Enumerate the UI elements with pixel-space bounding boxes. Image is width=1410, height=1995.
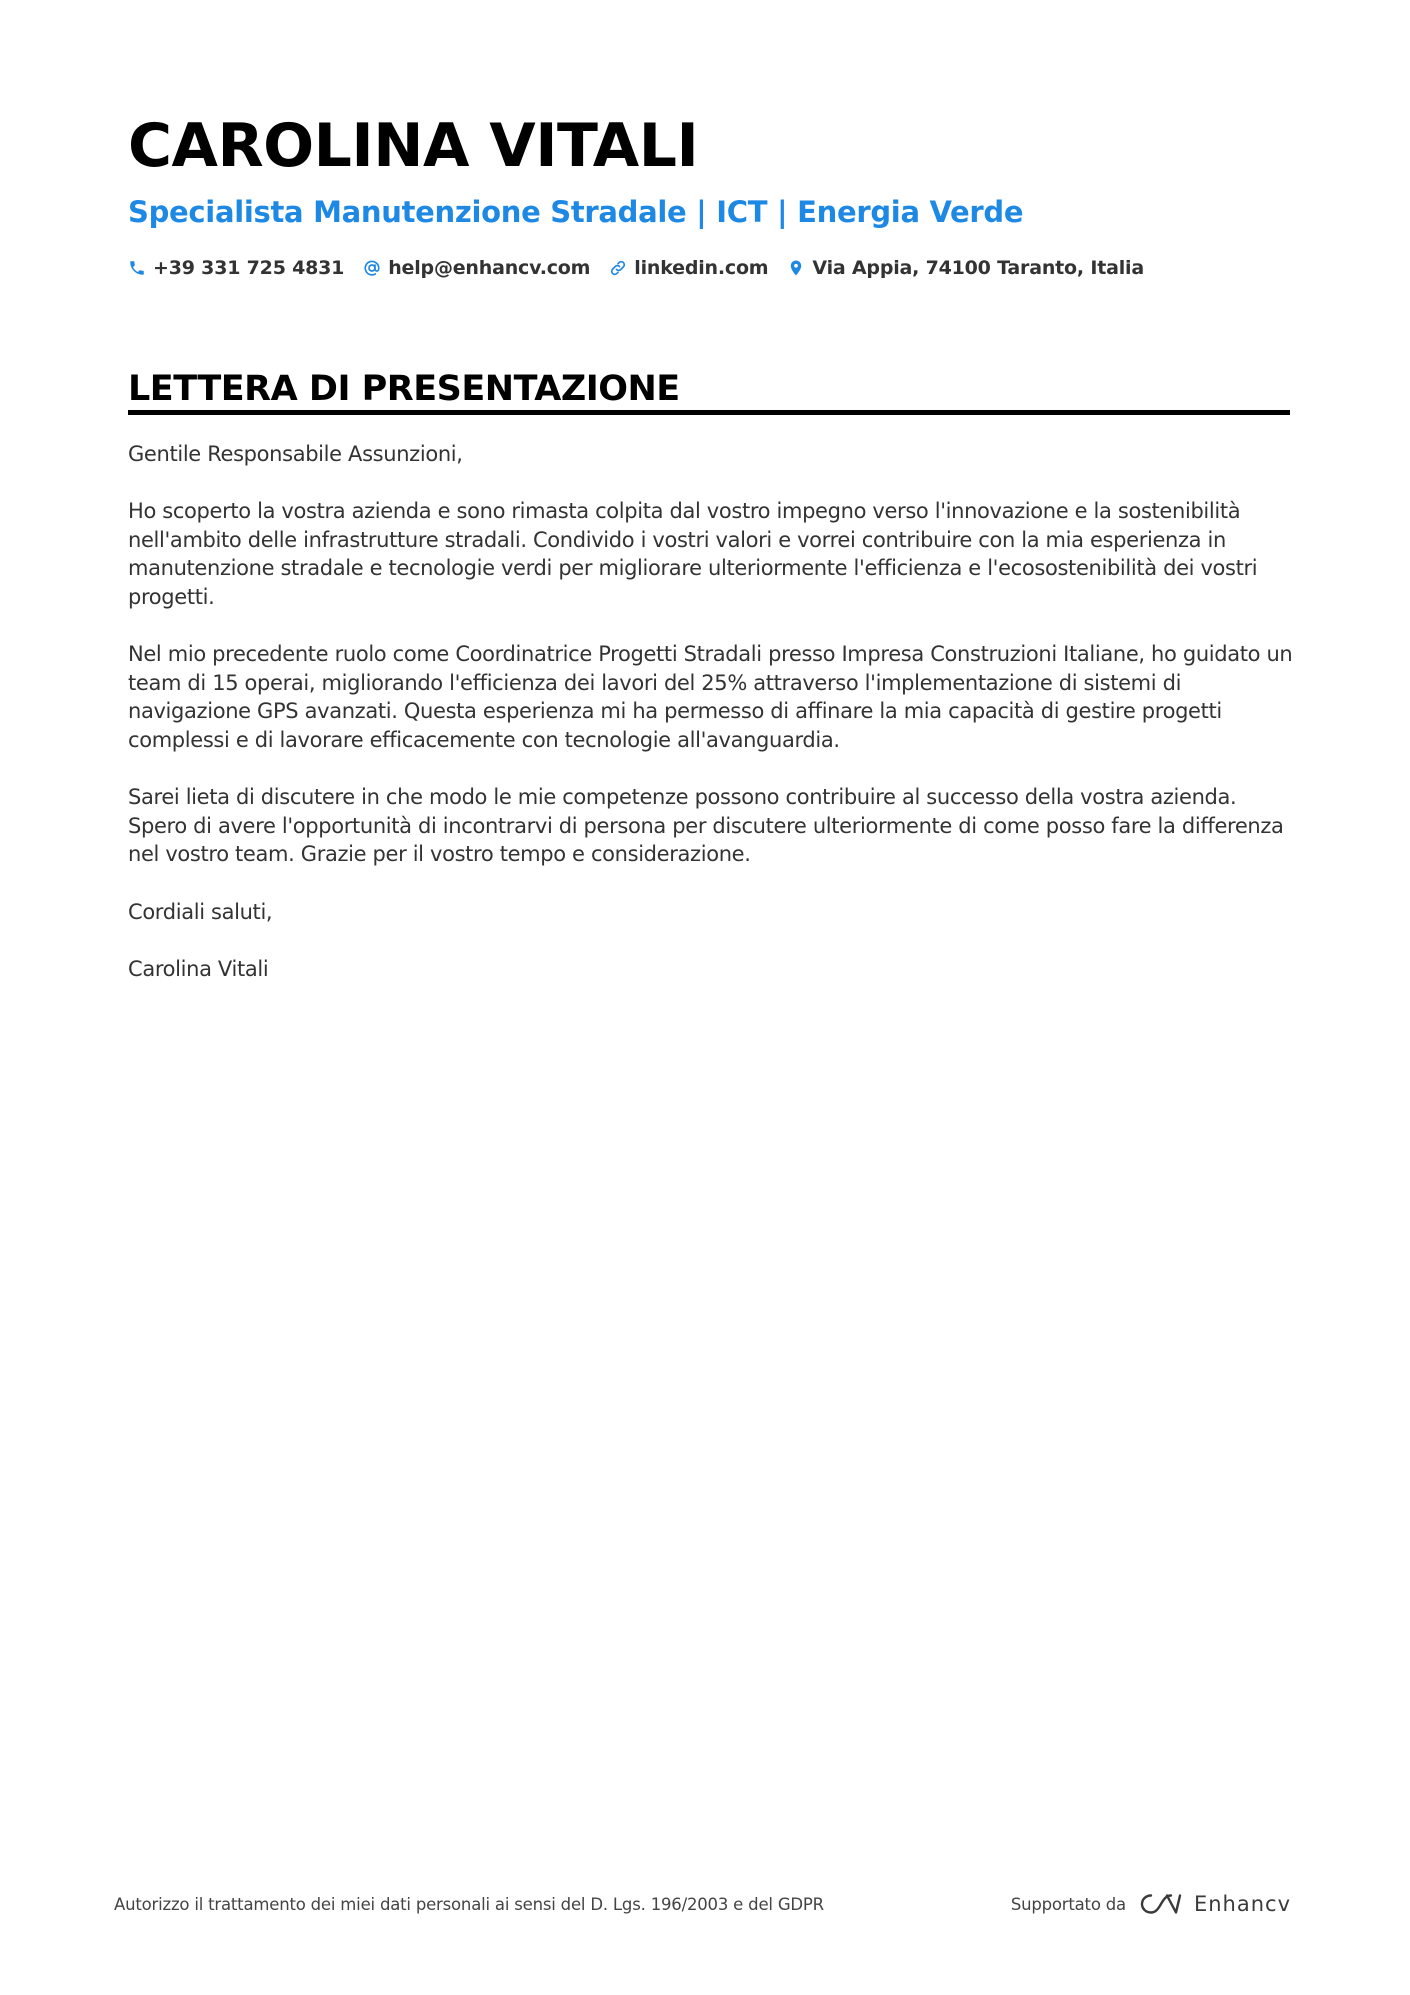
section-title: LETTERA DI PRESENTAZIONE — [128, 369, 680, 409]
candidate-name: CAROLINA VITALI — [128, 111, 699, 181]
contact-linkedin[interactable] — [609, 257, 768, 279]
letter-signature: Carolina Vitali — [128, 956, 269, 981]
email-text: help@enhancv.com — [388, 257, 591, 279]
location-pin-icon — [787, 259, 805, 277]
phone-text: +39 331 725 4831 — [153, 257, 345, 279]
contact-phone[interactable] — [128, 257, 344, 279]
linkedin-text: linkedin.com — [634, 257, 769, 279]
letter-paragraph: Nel mio precedente ruolo come Coordinatrice Progetti Stradali presso Impresa Construzioni Italiane, ho guidato un team di 15 operai, migliorando l'efficienza dei lavori del 25% attraverso l'implementazione di sistemi di navigazione GPS avanzati. Questa esperienza mi ha permesso di affinare la mia capacità di gestire progetti complessi e di lavorare efficacemente con tecnologie all'avanguardia. — [128, 642, 1293, 752]
supported-by-label: Supportato da — [1010, 1894, 1126, 1914]
letter-closing: Cordiali saluti, — [128, 899, 273, 924]
at-icon — [363, 259, 381, 277]
link-icon — [609, 259, 627, 277]
contact-address — [787, 257, 1144, 279]
contact-email[interactable] — [363, 257, 590, 279]
enhancv-logo-icon — [1138, 1891, 1184, 1917]
phone-icon — [128, 259, 146, 277]
contact-bar — [128, 252, 1163, 284]
section-divider — [128, 410, 1290, 415]
letter-greeting: Gentile Responsabile Assunzioni, — [128, 442, 463, 466]
privacy-consent-note: Autorizzo il trattamento dei miei dati personali ai sensi del D. Lgs. 196/2003 e del GDPR — [114, 1895, 824, 1914]
candidate-headline: Specialista Manutenzione Stradale | ICT | Energia Verde — [128, 195, 1024, 229]
address-text: Via Appia, 74100 Taranto, Italia — [812, 257, 1144, 279]
letter-body — [128, 440, 1296, 1012]
brand-name: Enhancv — [1193, 1892, 1291, 1916]
letter-paragraph: Sarei lieta di discutere in che modo le mie competenze possono contribuire al successo della vostra azienda. Spero di avere l'opportunità di incontrarvi di persona per discutere ulteriormente di come posso fare la differenza nel vostro team. Grazie per il vostro tempo e considerazione. — [128, 785, 1284, 867]
powered-by[interactable] — [1011, 1888, 1291, 1920]
letter-paragraph: Ho scoperto la vostra azienda e sono rimasta colpita dal vostro impegno verso l'innovazione e la sostenibilità nell'ambito delle infrastrutture stradali. Condivido i vostri valori e vorrei contribuire con la mia esperienza in manutenzione stradale e tecnologie verdi per migliorare ulteriormente l'efficienza e l'ecosostenibilità dei vostri progetti. — [128, 499, 1258, 609]
